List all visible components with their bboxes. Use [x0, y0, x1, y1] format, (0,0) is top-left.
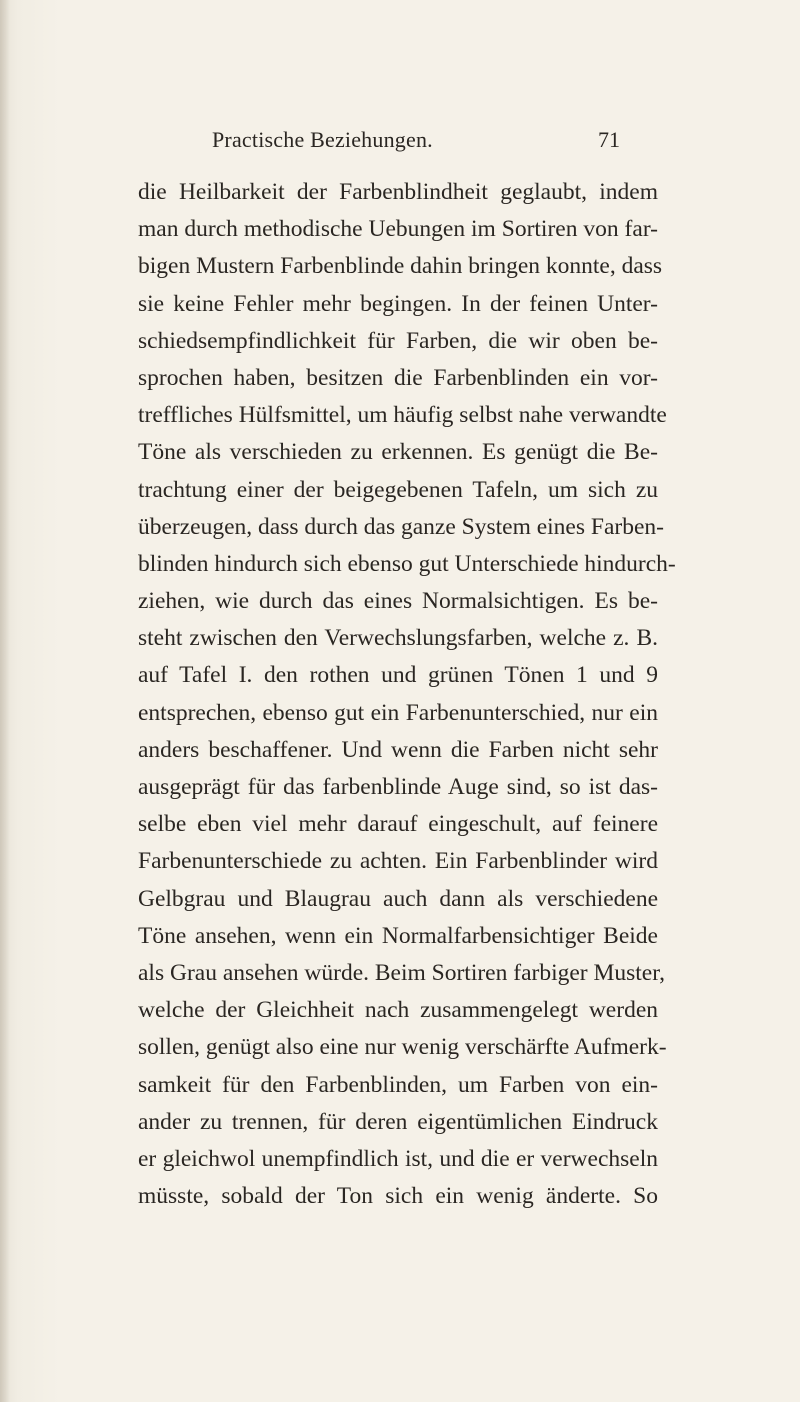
text-line: ausgeprägt für das farbenblinde Auge sind, so ist das- [138, 774, 658, 800]
text-line: treffliches Hülfsmittel, um häufig selbst nahe verwandte [138, 402, 667, 429]
text-line: er gleichwol unempfindlich ist, und die er verwechseln [138, 1145, 658, 1172]
gutter-shadow [0, 0, 10, 1402]
page-number: 71 [598, 127, 620, 152]
text-line: anders beschaffener. Und wenn die Farben nicht sehr [138, 736, 658, 763]
text-line: blinden hindurch sich ebenso gut Unterschiede hindurch- [138, 550, 676, 577]
running-title: Practische Beziehungen. [212, 127, 433, 152]
body-text [138, 174, 676, 1215]
text-line: trachtung einer der beigegebenen Tafeln, um sich zu [138, 476, 658, 503]
text-line: man durch methodische Uebungen im Sortiren von far- [138, 216, 658, 243]
text-line: ander zu trennen, für deren eigentümlichen Eindruck [138, 1108, 658, 1135]
text-line: sie keine Fehler mehr begingen. In der feinen Unter- [138, 290, 658, 317]
text-line-last: müsste, sobald der Ton sich ein wenig änderte. So [138, 1183, 658, 1210]
text-line: sollen, genügt also eine nur wenig verschärfte Aufmerk- [138, 1034, 667, 1061]
text-line: samkeit für den Farbenblinden, um Farben von ein- [138, 1071, 658, 1098]
text-line: selbe eben viel mehr darauf eingeschult, auf feinere [138, 811, 658, 838]
text-line: Farbenunterschiede zu achten. Ein Farbenblinder wird [138, 848, 658, 875]
text-line: Töne ansehen, wenn ein Normalfarbensichtiger Beide [138, 922, 658, 949]
text-line: überzeugen, dass durch das ganze System eines Farben- [138, 513, 664, 540]
text-line: schiedsempfindlichkeit für Farben, die wir oben be- [138, 327, 658, 354]
text-line: die Heilbarkeit der Farbenblindheit geglaubt, indem [138, 179, 658, 205]
text-line: bigen Mustern Farbenblinde dahin bringen konnte, dass [138, 253, 663, 280]
text-line: welche der Gleichheit nach zusammengelegt werden [138, 997, 658, 1024]
text-line: entsprechen, ebenso gut ein Farbenunterschied, nur ein [138, 699, 658, 726]
text-line: ziehen, wie durch das eines Normalsichtigen. Es be- [138, 588, 658, 615]
text-line: als Grau ansehen würde. Beim Sortiren farbiger Muster, [138, 959, 665, 986]
text-line: sprochen haben, besitzen die Farbenblinden ein vor- [138, 364, 658, 391]
page-header [0, 127, 800, 161]
text-line: steht zwischen den Verwechslungsfarben, welche z. B. [138, 625, 658, 652]
text-line: Töne als verschieden zu erkennen. Es genügt die Be- [138, 439, 658, 466]
text-line: Gelbgrau und Blaugrau auch dann als verschiedene [138, 885, 658, 912]
text-line: auf Tafel I. den rothen und grünen Tönen 1 und 9 [138, 662, 658, 689]
